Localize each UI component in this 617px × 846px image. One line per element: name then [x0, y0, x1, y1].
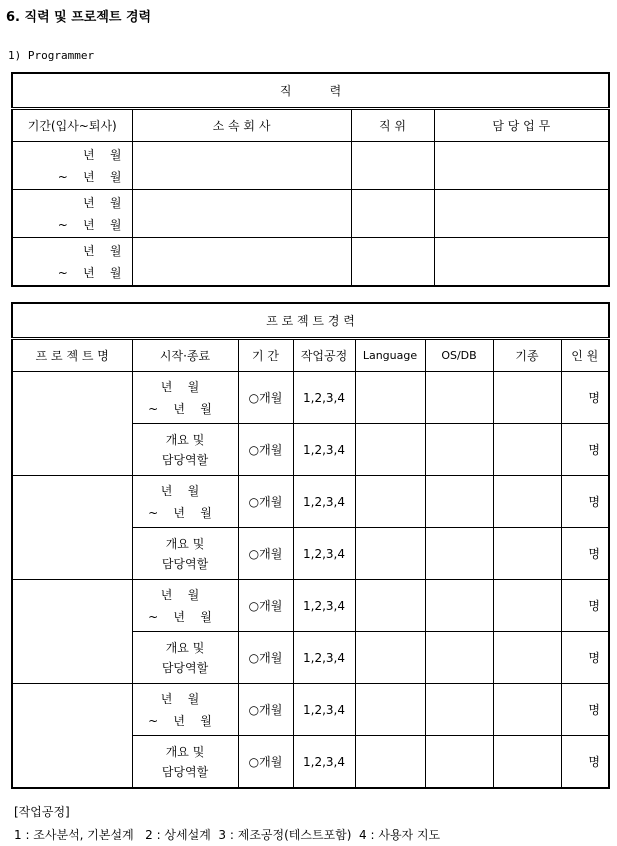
project-row	[12, 580, 609, 632]
machine-cell[interactable]	[493, 424, 561, 476]
header-process: 작업공정	[293, 339, 355, 372]
duration-cell[interactable]: ○개월	[238, 632, 293, 684]
project-table	[11, 302, 610, 789]
os-db-cell[interactable]	[425, 476, 493, 528]
position-cell[interactable]	[351, 142, 434, 190]
page-title: 6. 직력 및 프로젝트 경력	[6, 10, 152, 25]
process-cell[interactable]: 1,2,3,4	[293, 736, 355, 789]
overview-cell[interactable]: 개요 및 담당역할	[132, 528, 238, 580]
language-cell[interactable]	[355, 372, 425, 424]
start-end-cell[interactable]: 년 월 ~ 년 월	[132, 684, 238, 736]
machine-cell[interactable]	[493, 580, 561, 632]
duration-cell[interactable]: ○개월	[238, 580, 293, 632]
people-cell[interactable]: 명	[561, 632, 609, 684]
people-cell[interactable]: 명	[561, 424, 609, 476]
machine-cell[interactable]	[493, 528, 561, 580]
machine-cell[interactable]	[493, 736, 561, 789]
project-row	[12, 684, 609, 736]
os-db-cell[interactable]	[425, 424, 493, 476]
project-name-cell[interactable]	[12, 476, 132, 580]
process-cell[interactable]: 1,2,3,4	[293, 424, 355, 476]
language-cell[interactable]	[355, 632, 425, 684]
process-cell[interactable]: 1,2,3,4	[293, 372, 355, 424]
company-cell[interactable]	[132, 142, 351, 190]
company-cell[interactable]	[132, 190, 351, 238]
people-cell[interactable]: 명	[561, 476, 609, 528]
people-cell[interactable]: 명	[561, 684, 609, 736]
project-row	[12, 476, 609, 528]
duty-cell[interactable]	[434, 238, 609, 287]
career-caption: 직 력	[12, 73, 609, 109]
process-cell[interactable]: 1,2,3,4	[293, 528, 355, 580]
duration-cell[interactable]: ○개월	[238, 476, 293, 528]
people-cell[interactable]: 명	[561, 528, 609, 580]
language-cell[interactable]	[355, 476, 425, 528]
career-table	[11, 72, 610, 287]
process-cell[interactable]: 1,2,3,4	[293, 476, 355, 528]
overview-cell[interactable]: 개요 및 담당역할	[132, 736, 238, 789]
header-machine: 기종	[493, 339, 561, 372]
section-subtitle: 1) Programmer	[8, 49, 95, 62]
header-duty: 담 당 업 무	[434, 109, 609, 142]
company-cell[interactable]	[132, 238, 351, 287]
position-cell[interactable]	[351, 190, 434, 238]
start-end-cell[interactable]: 년 월 ~ 년 월	[132, 372, 238, 424]
header-start-end: 시작·종료	[132, 339, 238, 372]
project-name-cell[interactable]	[12, 580, 132, 684]
table-row	[12, 190, 609, 238]
header-duration: 기 간	[238, 339, 293, 372]
process-cell[interactable]: 1,2,3,4	[293, 632, 355, 684]
header-people: 인 원	[561, 339, 609, 372]
os-db-cell[interactable]	[425, 736, 493, 789]
process-legend-label: [작업공정]	[14, 805, 70, 819]
duration-cell[interactable]: ○개월	[238, 528, 293, 580]
table-row	[12, 238, 609, 287]
people-cell[interactable]: 명	[561, 580, 609, 632]
language-cell[interactable]	[355, 528, 425, 580]
people-cell[interactable]: 명	[561, 372, 609, 424]
language-cell[interactable]	[355, 424, 425, 476]
date-cell[interactable]: 년 월 ~ 년 월	[12, 142, 132, 190]
position-cell[interactable]	[351, 238, 434, 287]
header-company: 소 속 회 사	[132, 109, 351, 142]
machine-cell[interactable]	[493, 632, 561, 684]
os-db-cell[interactable]	[425, 528, 493, 580]
process-legend: 1 : 조사분석, 기본설계 2 : 상세설계 3 : 제조공정(테스트포함) 4 : 사용자 지도	[14, 828, 441, 842]
os-db-cell[interactable]	[425, 632, 493, 684]
overview-cell[interactable]: 개요 및 담당역할	[132, 424, 238, 476]
machine-cell[interactable]	[493, 684, 561, 736]
os-db-cell[interactable]	[425, 580, 493, 632]
duration-cell[interactable]: ○개월	[238, 736, 293, 789]
project-name-cell[interactable]	[12, 684, 132, 789]
process-cell[interactable]: 1,2,3,4	[293, 580, 355, 632]
start-end-cell[interactable]: 년 월 ~ 년 월	[132, 476, 238, 528]
overview-cell[interactable]: 개요 및 담당역할	[132, 632, 238, 684]
os-db-cell[interactable]	[425, 372, 493, 424]
date-cell[interactable]: 년 월 ~ 년 월	[12, 190, 132, 238]
header-project-name: 프 로 젝 트 명	[12, 339, 132, 372]
duration-cell[interactable]: ○개월	[238, 372, 293, 424]
project-caption: 프 로 젝 트 경 력	[12, 303, 609, 339]
header-position: 직 위	[351, 109, 434, 142]
duty-cell[interactable]	[434, 190, 609, 238]
duration-cell[interactable]: ○개월	[238, 424, 293, 476]
machine-cell[interactable]	[493, 372, 561, 424]
header-language: Language	[355, 339, 425, 372]
header-os-db: OS/DB	[425, 339, 493, 372]
project-name-cell[interactable]	[12, 372, 132, 476]
machine-cell[interactable]	[493, 476, 561, 528]
language-cell[interactable]	[355, 580, 425, 632]
language-cell[interactable]	[355, 684, 425, 736]
project-row	[12, 372, 609, 424]
header-period: 기간(입사~퇴사)	[12, 109, 132, 142]
date-cell[interactable]: 년 월 ~ 년 월	[12, 238, 132, 287]
os-db-cell[interactable]	[425, 684, 493, 736]
language-cell[interactable]	[355, 736, 425, 789]
duty-cell[interactable]	[434, 142, 609, 190]
people-cell[interactable]: 명	[561, 736, 609, 789]
table-row	[12, 142, 609, 190]
process-cell[interactable]: 1,2,3,4	[293, 684, 355, 736]
duration-cell[interactable]: ○개월	[238, 684, 293, 736]
start-end-cell[interactable]: 년 월 ~ 년 월	[132, 580, 238, 632]
